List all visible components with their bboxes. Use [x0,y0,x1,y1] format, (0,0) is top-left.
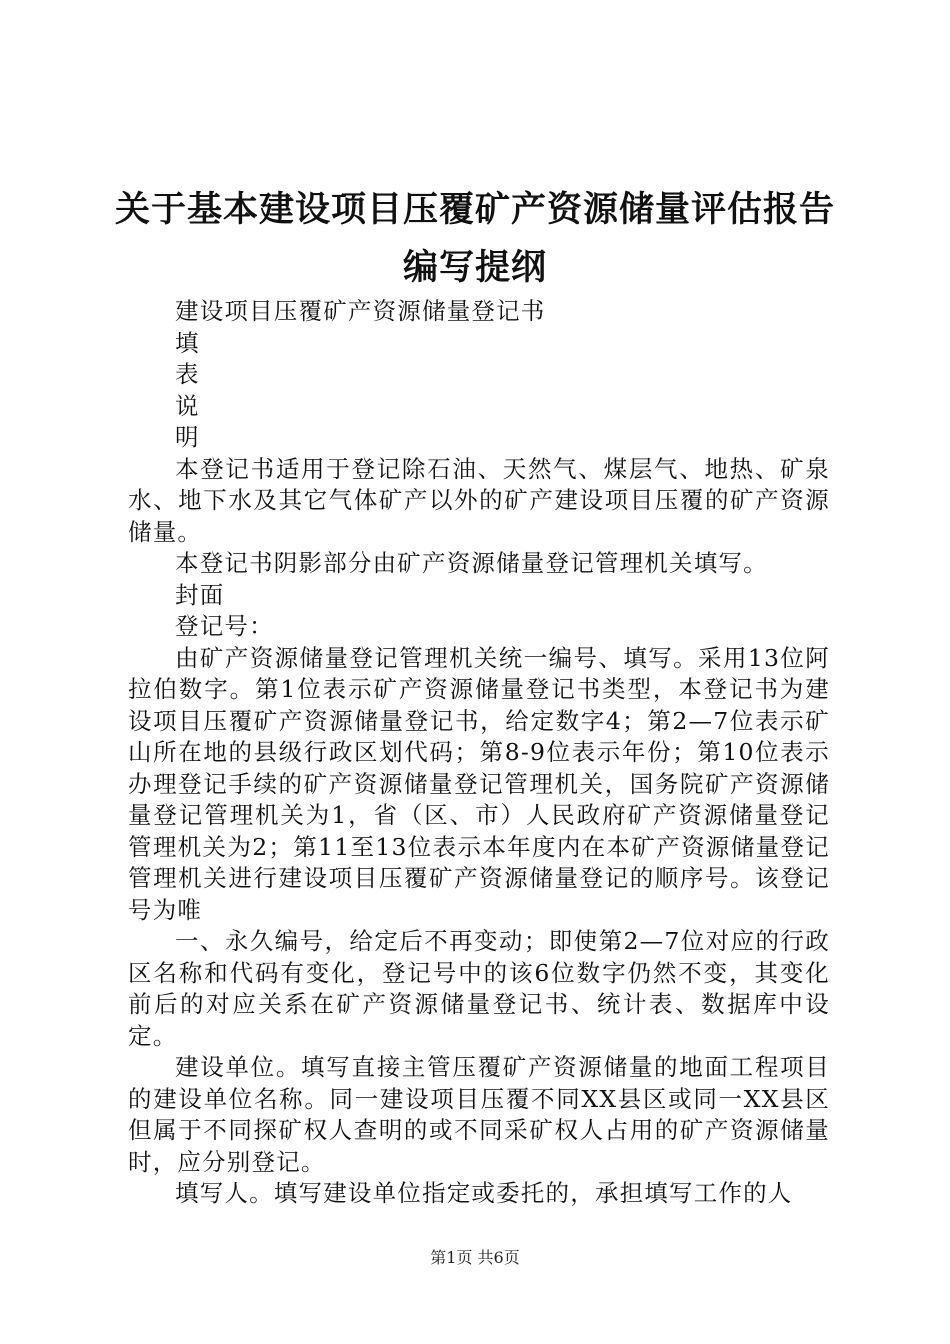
paragraph: 明 [175,423,200,451]
paragraph: 建设项目压覆矿产资源储量登记书 [175,297,546,325]
paragraph: 由矿产资源储量登记管理机关统一编号、填写。采用13位阿拉伯数字。第1位表示矿产资源储量登记书类型，本登记书为建设项目压覆矿产资源储量登记书，给定数字4；第2—7位表示矿山所在地的县级行政区划代码；第8-9位表示年份；第10位表示办理登记手续的矿产资源储量登记管理机关，国务院矿产资源储量登记管理机关为1，省（区、市）人民政府矿产资源储量登记管理机关为2；第11至13位表示本年度内在本矿产资源储量登记管理机关进行建设项目压覆矿产资源储量登记的顺序号。该登记号为唯 [128,643,830,924]
document-body [128,296,830,1210]
paragraph: 封面 [175,580,225,609]
paragraph: 说 [175,391,200,420]
paragraph: 表 [175,360,200,388]
paragraph: 本登记书适用于登记除石油、天然气、煤层气、地热、矿泉水、地下水及其它气体矿产以外的矿产建设项目压覆的矿产资源储量。 [128,454,830,546]
paragraph: 建设单位。填写直接主管压覆矿产资源储量的地面工程项目的建设单位名称。同一建设项目压覆不同XX县区或同一XX县区但属于不同探矿权人查明的或不同采矿权人占用的矿产资源储量时，应分别登记。 [128,1053,830,1176]
page-footer: 第1页 共6页 [430,1248,520,1267]
paragraph: 登记号： [175,612,274,640]
paragraph: 填写人。填写建设单位指定或委托的，承担填写工作的人 [175,1179,793,1207]
document-title-line-1: 关于基本建设项目压覆矿产资源储量评估报告 [114,190,835,230]
paragraph: 本登记书阴影部分由矿产资源储量登记管理机关填写。 [175,549,768,577]
paragraph: 填 [175,328,200,357]
document-title-line-2: 编写提纲 [402,248,547,288]
paragraph: 一、永久编号，给定后不再变动；即使第2—7位对应的行政区名称和代码有变化，登记号中的该6位数字仍然不变，其变化前后的对应关系在矿产资源储量登记书、统计表、数据库中设定。 [128,927,830,1050]
